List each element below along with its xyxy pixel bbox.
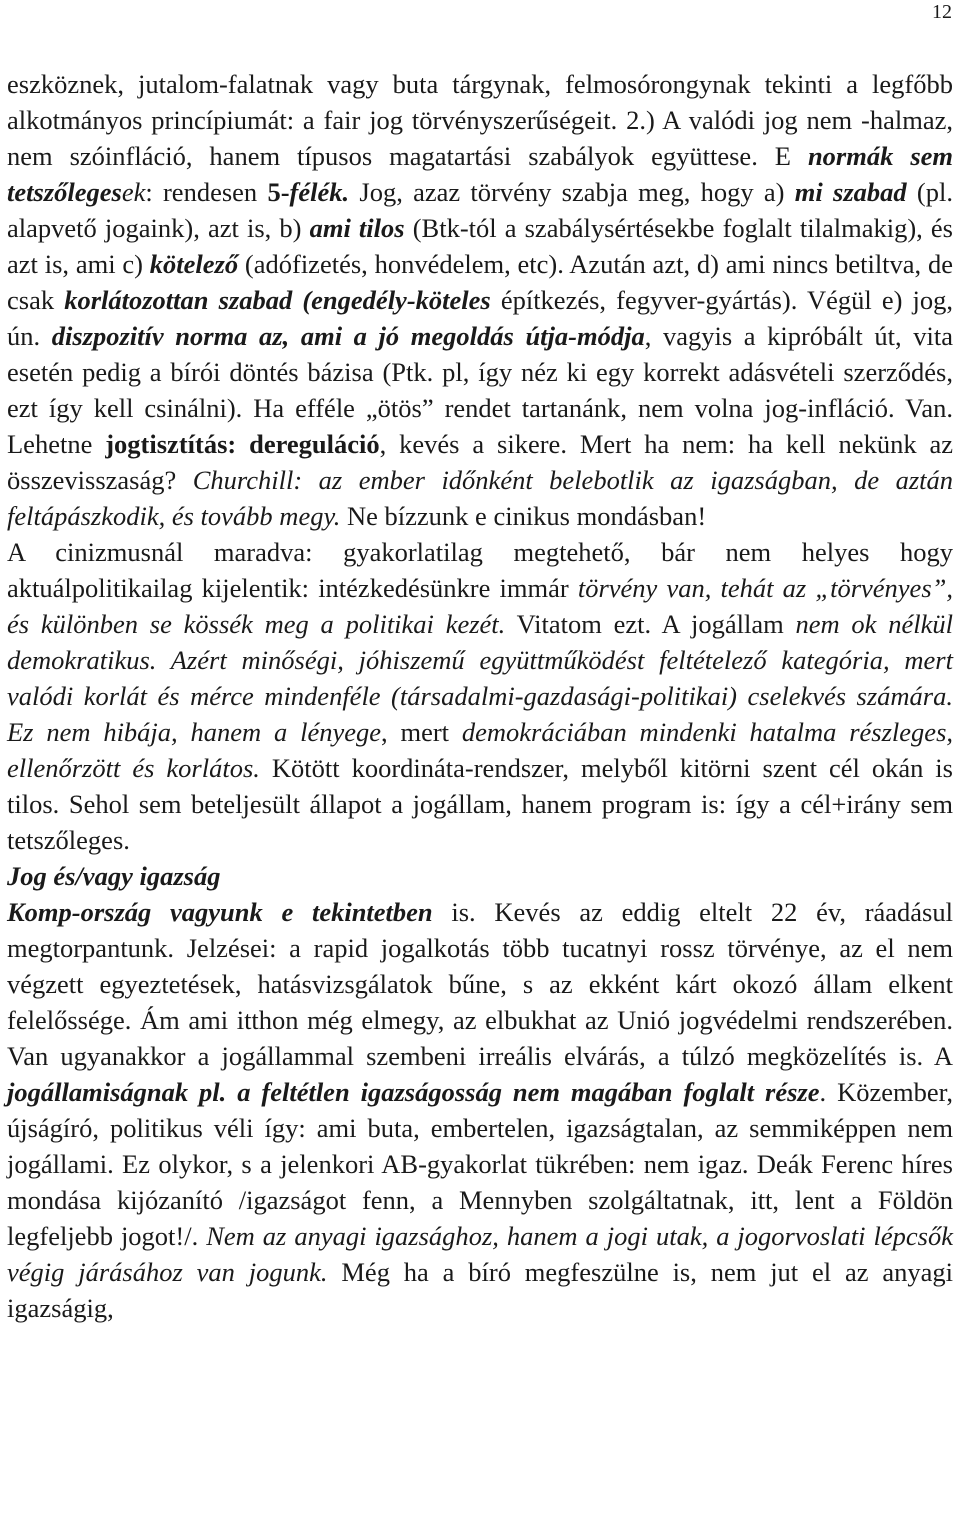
text-run: Kötött koordináta-rendszer, melyből kitörni szent cél okán is tilos. Sehol sem beteljesült állapot a jogállam, hanem program is: így a cél+irány sem tetszőleges.	[7, 753, 953, 855]
section-heading: Jog és/vagy igazság	[7, 861, 221, 891]
document-body	[7, 66, 953, 1326]
text-run: Még ha a bíró megfeszülne is, nem jut el az anyagi igazságig,	[7, 1257, 954, 1323]
emphasis-text: kötelező	[149, 249, 239, 279]
text-run: , vagyis a kipróbált út, vita esetén pedig a bírói döntés bázisa (Ptk. pl, így néz ki egy korrekt adásvételi szerződés, ezt így kell csinálni). Ha efféle „ötös” rendet tartanánk, nem volna jog-infláció. Van. Lehetne	[7, 321, 953, 459]
emphasis-text: jogállamiságnak pl. a feltétlen igazságosság nem magában foglalt része	[7, 1077, 820, 1107]
text-run: A cinizmusnál maradva: gyakorlatilag megtehető, bár nem helyes hogy aktuálpolitikailag kijelentik: intézkedésünkre immár	[7, 537, 953, 603]
text-run: , mert	[381, 717, 462, 747]
emphasis-text: normák sem tetszőleges	[7, 141, 953, 207]
text-run: építkezés, fegyver-gyártás). Végül e) jog, ún.	[7, 285, 953, 351]
emphasis-text: mi szabad	[794, 177, 907, 207]
quote-churchill: Churchill: az ember időnként belebotlik az igazságban, de aztán feltápászkodik, és tovább megy.	[7, 465, 953, 531]
emphasis-text: Komp-ország vagyunk e tekintetben	[7, 897, 433, 927]
text-run: Jog, azaz törvény szabja meg, hogy a)	[349, 177, 795, 207]
text-run: Vitatom ezt. A jogállam	[505, 609, 796, 639]
emphasis-text: törvény van, tehát az „törvényes”, és különben se kössék meg a politikai kezét.	[7, 573, 953, 639]
text-run: is. Kevés az eddig eltelt 22 év, ráadásul megtorpantunk. Jelzései: a rapid jogalkotás több tucatnyi rossz törvénye, az el nem végzett egyeztetések, hatásvizsgálatok bűne, s az ekként kárt okozó állam elkent felelőssége. Ám ami itthon még elmegy, az elbukhat az Unió jogvédelmi rendszerében. Van ugyanakkor a jogállammal szembeni irreális elvárás, a túlzó megközelítés is. A	[7, 897, 953, 1071]
text-run: eszköznek, jutalom-falatnak vagy buta tárgynak, felmosórongynak tekinti a legfőbb alkotmányos princípiumát: a fair jog törvényszerűségeit. 2.) A valódi jog nem -halmaz, nem szóinfláció, hanem típusos magatartási szabályok együttese. E	[7, 69, 953, 171]
emphasis-text: nem ok nélkül demokratikus. Azért minőségi, jóhiszemű együttműködést feltételező kategória, mert valódi korlát és mérce mindenféle (társadalmi-gazdasági-politikai) cselekvés számára. Ez nem hibája, hanem a lényege	[7, 609, 953, 747]
paragraph-cinizmus	[7, 534, 953, 858]
emphasis-text: 5-	[267, 177, 290, 207]
paragraph-komp-orszag	[7, 894, 953, 1326]
text-run: . Közember, újságíró, politikus véli így: ami buta, embertelen, igazságtalan, az semmiképpen nem jogállami. Ez olykor, s a jelenkori AB-gyakorlat tükrében: nem igaz. Deák Ferenc híres mondása kijózanító /igazságot fenn, a Mennyben szolgáltatnak, itt, lent a Földön legfeljebb jogot!/.	[7, 1077, 953, 1251]
text-run: , kevés a sikere. Mert ha nem: ha kell nekünk az összevisszaság?	[7, 429, 953, 495]
emphasis-text: ami tilos	[309, 213, 405, 243]
paragraph-jog-normak	[7, 66, 953, 534]
text-run: (Btk-tól a szabálysértésekbe foglalt tilalmakig), és azt is, ami c)	[7, 213, 953, 279]
text-run: Ne bízzunk e cinikus mondásban!	[340, 501, 707, 531]
emphasis-text: korlátozottan szabad (engedély-köteles	[64, 285, 491, 315]
text-run: (pl. alapvető jogaink), azt is, b)	[7, 177, 953, 243]
page-number: 12	[932, 1, 952, 23]
emphasis-text: jogtisztítás: dereguláció	[105, 429, 380, 459]
text-run: : rendesen	[145, 177, 268, 207]
emphasis-text: félék.	[289, 177, 350, 207]
text-run: (adófizetés, honvédelem, etc). Azután azt, d) ami nincs betiltva, de csak	[7, 249, 954, 315]
emphasis-text: Nem az anyagi igazsághoz, hanem a jogi utak, a jogorvoslati lépcsők végig járásához van jogunk.	[7, 1221, 953, 1287]
emphasis-text: diszpozitív norma az, ami a jó megoldás útja-módja	[51, 321, 645, 351]
emphasis-text: ek	[121, 177, 146, 207]
emphasis-text: demokráciában mindenki hatalma részleges, ellenőrzött és korlátos.	[7, 717, 954, 783]
